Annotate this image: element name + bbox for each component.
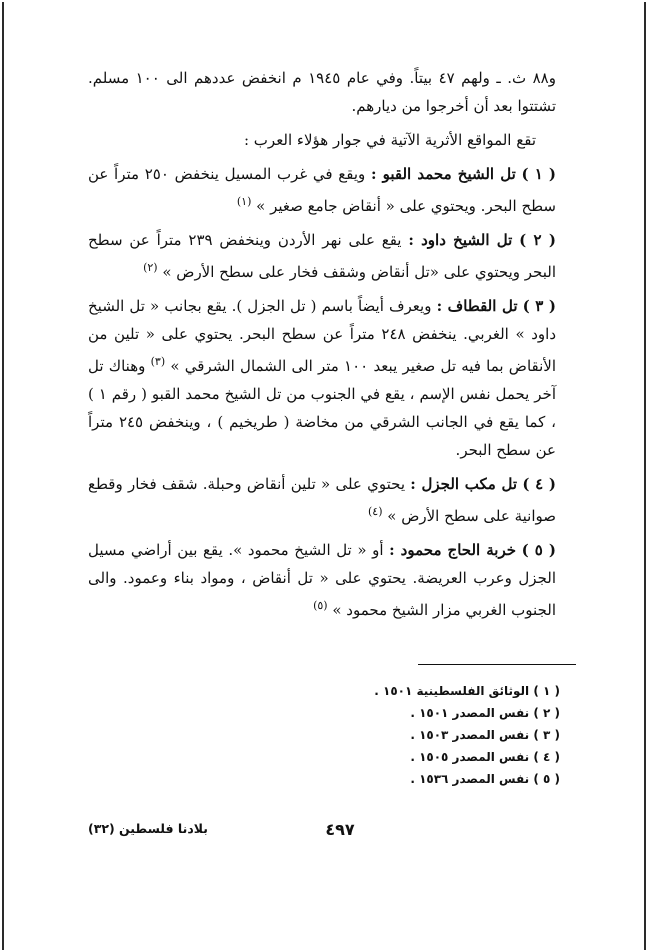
entry-number: ( ٥ )	[521, 541, 556, 559]
entry-title: تل القطاف :	[436, 297, 518, 315]
entry-text: ويعرف أيضاً باسم ( تل الجزل ). يقع بجانب « تل الشيخ داود » الغربي. ينخفض ٢٤٨ متراً عن سطح البحر. يحتوي على « تلين من الأنقاض بما فيه تل صغير يبعد ١٠٠ متر الى الشمال الشرقي »	[88, 297, 556, 375]
footnote-item: ( ٥ ) نفس المصدر ١٥٣٦ .	[410, 772, 560, 786]
footnote-ref: (١)	[236, 195, 252, 208]
entry-number: ( ٤ )	[522, 475, 556, 493]
entry-title: تل مكب الجزل :	[410, 475, 518, 493]
footnote-item: ( ٤ ) نفس المصدر ١٥٠٥ .	[410, 750, 560, 764]
entry-title: خربة الحاج محمود :	[389, 541, 517, 559]
page-body	[88, 64, 556, 630]
entry-number: ( ٣ )	[522, 297, 556, 315]
footnote-ref: (٢)	[143, 261, 158, 274]
footnote-ref: (٤)	[367, 505, 383, 518]
footnotes-list	[360, 680, 560, 790]
site-entry-4	[88, 470, 556, 530]
running-title: بلادنا فلسطين (٣٢)	[88, 821, 208, 836]
site-entry-5	[88, 536, 556, 624]
footnote-ref: (٥)	[313, 599, 328, 612]
entry-title: تل الشيخ داود :	[408, 231, 513, 249]
footnote-item: ( ٢ ) نفس المصدر ١٥٠١ .	[410, 706, 560, 720]
page-number: ٤٩٧	[325, 820, 355, 839]
footnote-separator	[418, 664, 576, 665]
intro-paragraph: و٨٨ ث. ـ ولهم ٤٧ بيتاً. وفي عام ١٩٤٥ م انخفض عددهم الى ١٠٠ مسلم. تشتتوا بعد أن أخرجوا من ديارهم.	[88, 69, 556, 115]
entry-text: يقع على نهر الأردن وينخفض ٢٣٩ متراً عن سطح البحر ويحتوي على «تل أنقاض وشقف فخار على سطح الأرض »	[88, 231, 556, 281]
entry-extra-text: وهناك تل آخر يحمل نفس الإسم ، يقع في الجنوب من تل الشيخ محمد القبو ( رقم ١ ) ، كما يقع في الجانب الشرقي من مخاضة ( طريخيم ) ، وينخفض ٢٤٥ متراً عن سطح البحر.	[88, 357, 556, 459]
footnote-item: ( ٣ ) نفس المصدر ١٥٠٣ .	[410, 728, 560, 742]
site-entry-2	[88, 226, 556, 286]
site-entry-1	[88, 160, 556, 220]
entry-text: أو « تل الشيخ محمود ». يقع بين أراضي مسيل الجزل وعرب العريضة. يحتوي على « تل أنقاض ، ومواد بناء وعمود. والى الجنوب الغربي مزار الشيخ محمود »	[88, 541, 556, 619]
footnote-ref: (٣)	[150, 355, 166, 368]
entry-text: يحتوي على « تلين أنقاض وحبلة. شقف فخار وقطع صوانية على سطح الأرض »	[88, 475, 556, 525]
lead-paragraph: تقع المواقع الأثرية الآتية في جوار هؤلاء العرب :	[243, 131, 536, 149]
entry-number: ( ٢ )	[519, 231, 556, 249]
entry-text: ويقع في غرب المسيل ينخفض ٢٥٠ متراً عن سطح البحر. ويحتوي على « أنقاض جامع صغير »	[88, 165, 556, 215]
footnote-item: ( ١ ) الوثائق الفلسطينية ١٥٠١ .	[374, 684, 560, 698]
entry-number: ( ١ )	[521, 165, 556, 183]
site-entry-3	[88, 292, 556, 464]
entry-title: تل الشيخ محمد القبو :	[370, 165, 516, 183]
